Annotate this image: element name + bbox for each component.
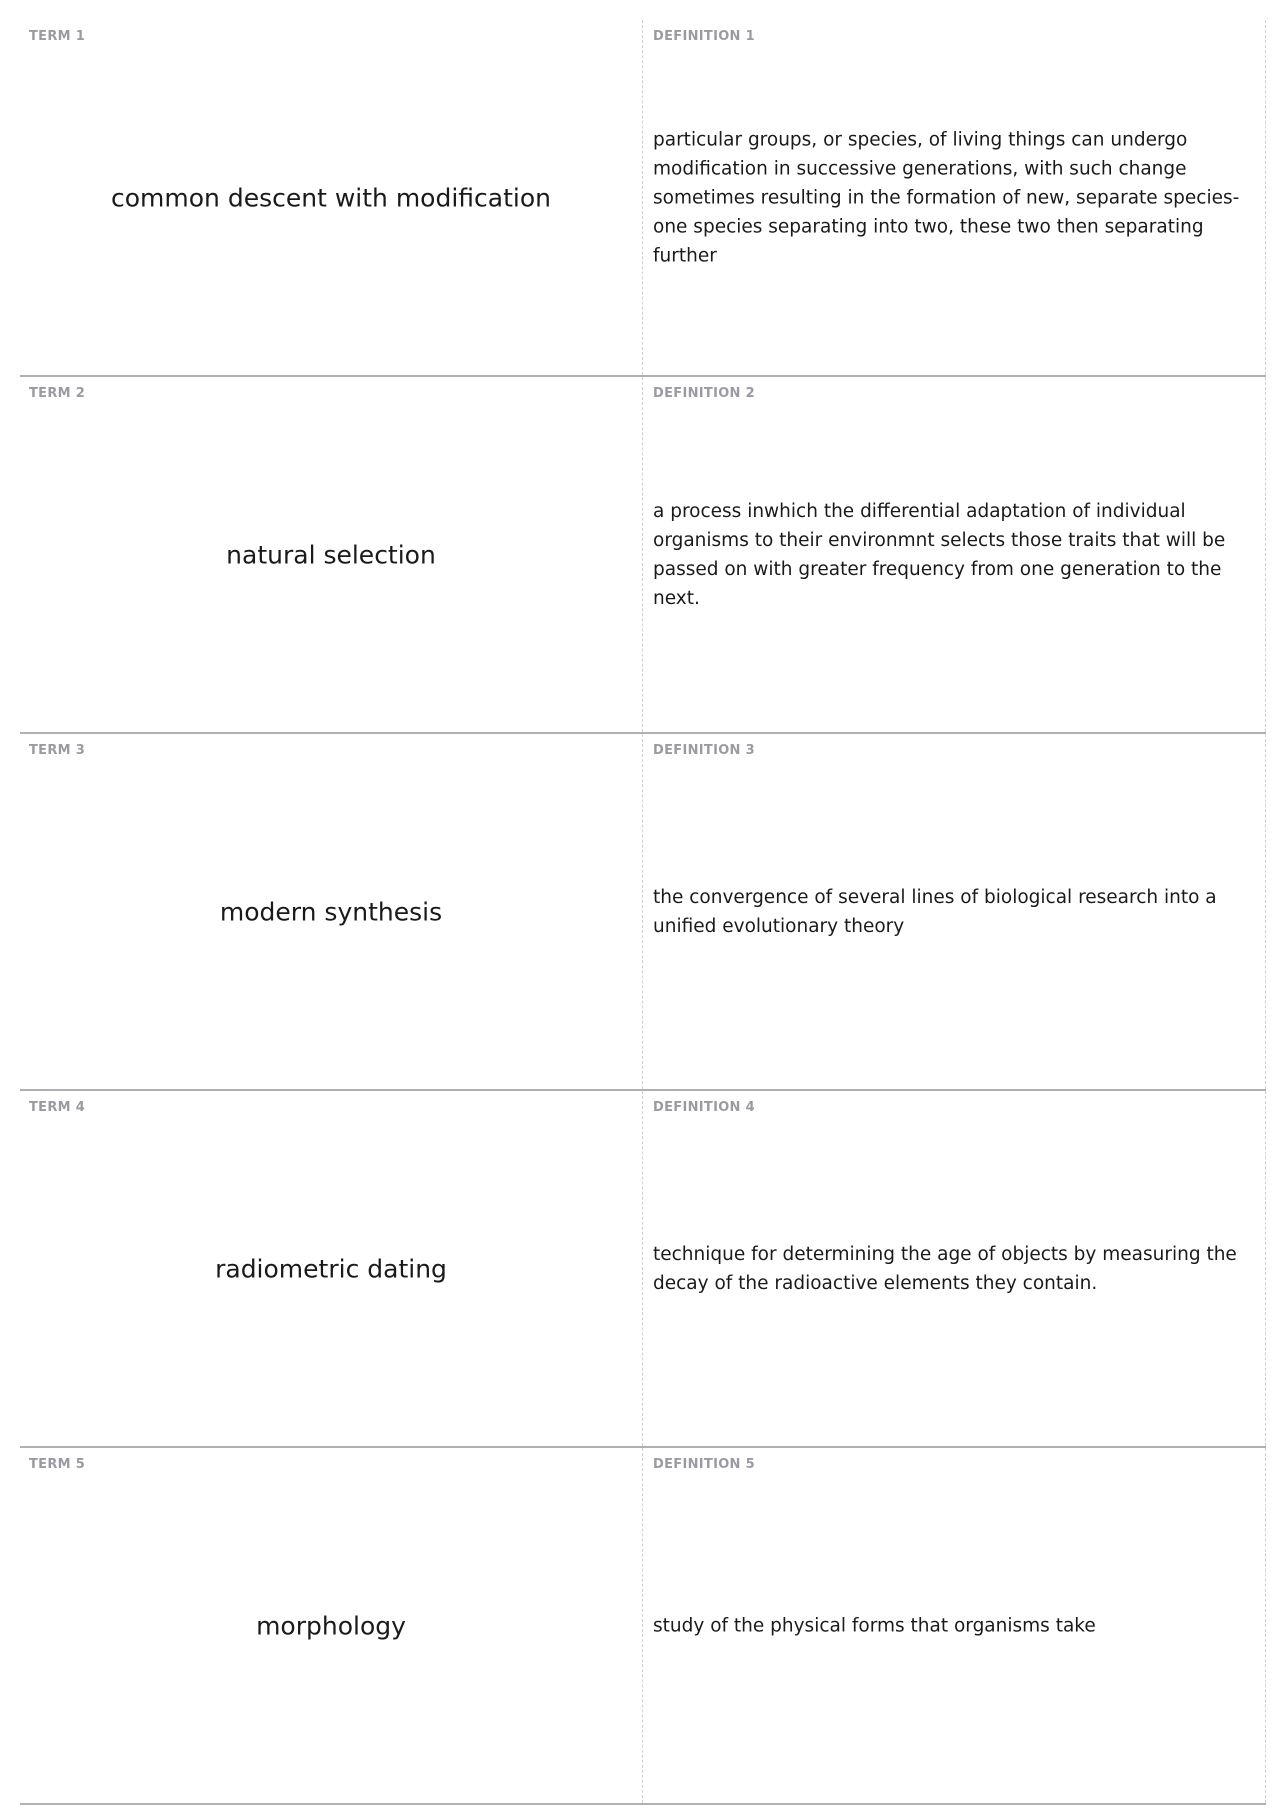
definition-cell [643,1091,1266,1446]
flashcard-sheet [20,20,1266,1805]
definition-text: particular groups, or species, of living things can undergo modification in successive generations, with such change sometimes resulting in the formation of new, separate species-one species separating into two, these two then separating further [653,129,1240,266]
term-cell [20,1091,643,1446]
definition-cell [643,1448,1266,1803]
definition-label: DEFINITION 4 [653,1100,755,1115]
term-text: common descent with modification [111,183,551,212]
flashcard-row [20,734,1266,1091]
term-cell [20,377,643,732]
term-label: TERM 4 [29,1100,86,1115]
flashcard-row [20,20,1266,377]
definition-text: technique for determining the age of objects by measuring the decay of the radioactive elements they contain. [653,1243,1237,1294]
term-text: morphology [256,1611,406,1640]
definition-cell [643,20,1266,375]
definition-text: study of the physical forms that organisms take [653,1615,1096,1636]
definition-label: DEFINITION 2 [653,386,755,401]
definition-text: the convergence of several lines of biological research into a unified evolutionary theory [653,886,1217,937]
definition-cell [643,377,1266,732]
term-text: radiometric dating [215,1254,447,1283]
term-label: TERM 2 [29,386,86,401]
flashcard-row [20,377,1266,734]
term-cell [20,20,643,375]
flashcard-row [20,1448,1266,1805]
definition-cell [643,734,1266,1089]
term-label: TERM 3 [29,743,86,758]
definition-label: DEFINITION 3 [653,743,755,758]
term-text: modern synthesis [219,897,443,926]
term-label: TERM 5 [29,1457,86,1472]
term-label: TERM 1 [29,29,86,44]
definition-label: DEFINITION 5 [653,1457,755,1472]
term-cell [20,734,643,1089]
term-cell [20,1448,643,1803]
term-text: natural selection [226,540,436,569]
definition-text: a process inwhich the differential adaptation of individual organisms to their environmnt selects those traits that will be passed on with greater frequency from one generation to the next. [653,500,1226,609]
definition-label: DEFINITION 1 [653,29,755,44]
flashcard-row [20,1091,1266,1448]
